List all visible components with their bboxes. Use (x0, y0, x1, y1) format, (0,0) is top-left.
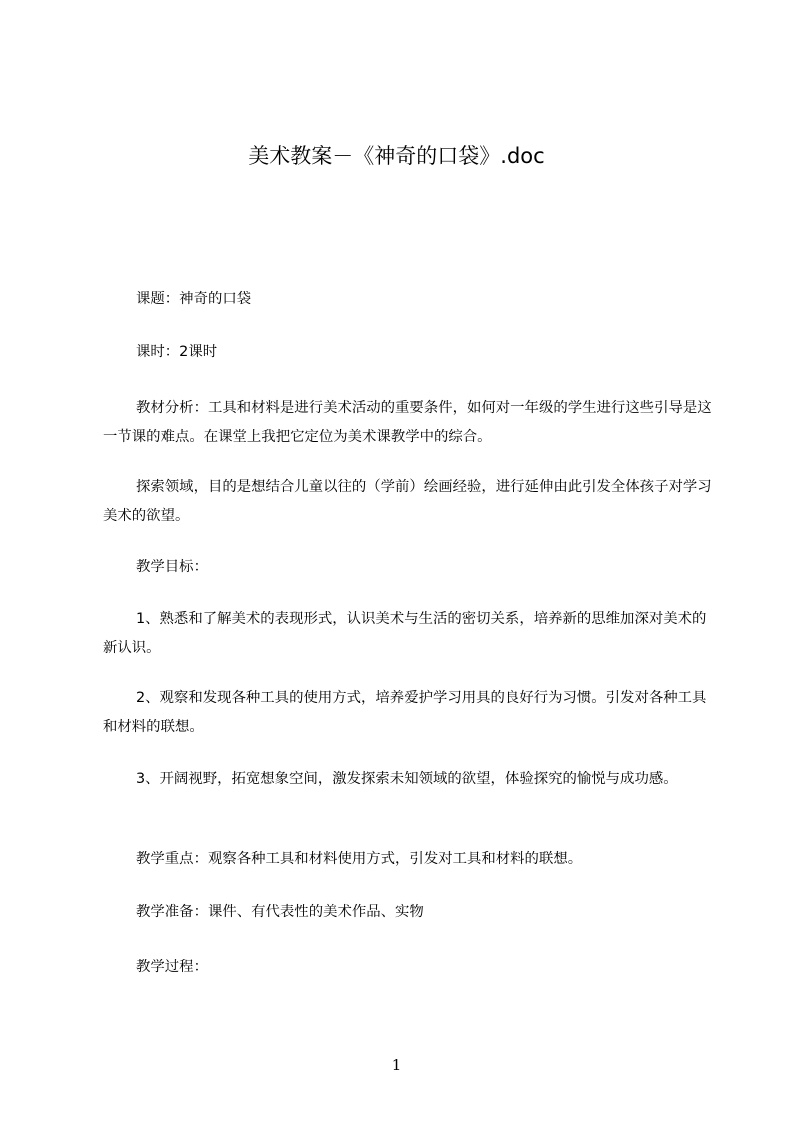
paragraph-exploration: 探索领域，目的是想结合儿童以往的（学前）绘画经验，进行延伸由此引发全体孩子对学习美术的欲望。 (103, 479, 712, 524)
paragraph-goal-1: 1、熟悉和了解美术的表现形式，认识美术与生活的密切关系，培养新的思维加深对美术的新认识。 (103, 611, 707, 656)
paragraph-topic: 课题：神奇的口袋 (136, 291, 252, 307)
paragraph-preparation: 教学准备：课件、有代表性的美术作品、实物 (136, 904, 424, 920)
paragraph-goal-2: 2、观察和发现各种工具的使用方式，培养爱护学习用具的良好行为习惯。引发对各种工具和材料的联想。 (103, 690, 707, 735)
paragraph-material-analysis: 教材分析：工具和材料是进行美术活动的重要条件，如何对一年级的学生进行这些引导是这一节课的难点。在课堂上我把它定位为美术课教学中的综合。 (103, 400, 712, 445)
paragraph-class-hours: 课时：2课时 (136, 344, 218, 360)
document-title: 美术教案－《神奇的口袋》.doc (248, 144, 545, 168)
paragraph-key-points: 教学重点：观察各种工具和材料使用方式，引发对工具和材料的联想。 (136, 851, 583, 867)
page-number: 1 (391, 1056, 402, 1074)
paragraph-teaching-goals-heading: 教学目标： (136, 559, 208, 575)
paragraph-teaching-process: 教学过程： (136, 959, 208, 975)
paragraph-goal-3: 3、开阔视野，拓宽想象空间，激发探索未知领域的欲望，体验探究的愉悦与成功感。 (136, 771, 678, 787)
